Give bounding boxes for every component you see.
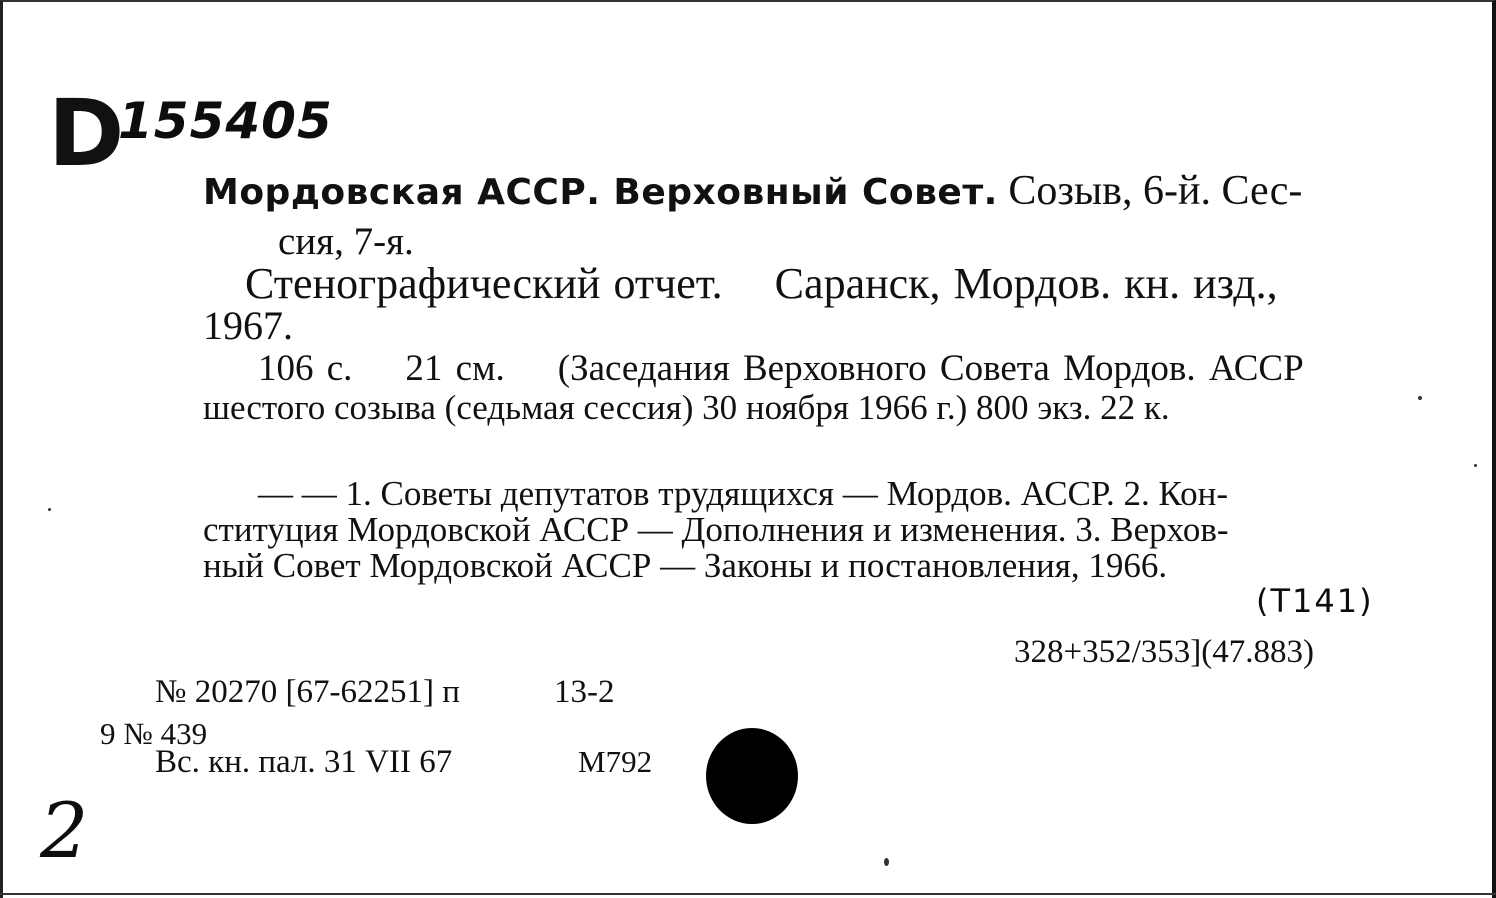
subjects-line3: ный Совет Мордовской АССР — Законы и постановления, 1966.	[203, 546, 1168, 585]
heading-author: Мордовская АССР. Верховный Совет.	[203, 172, 998, 213]
subjects-line1: — — 1. Советы депутатов трудящихся — Мордов. АССР. 2. Кон-	[258, 474, 1228, 513]
registry-sub-number: 9 № 439	[100, 716, 208, 751]
ink-speck	[884, 858, 889, 866]
subjects-line2: ституция Мордовской АССР — Дополнения и изменения. 3. Верхов-	[203, 510, 1229, 549]
registry-chamber-date: Вс. кн. пал. 31 VII 67	[155, 744, 453, 780]
handwritten-code: (Т141)	[1256, 582, 1374, 620]
registry-code-2: М792	[578, 744, 653, 779]
heading-line	[203, 170, 1302, 212]
physical-description-line1: 106 с. 21 см. (Заседания Верховного Совета Мордов. АССР	[258, 348, 1304, 389]
card-punch-hole	[706, 728, 798, 824]
heading-continuation: сия, 7-я.	[278, 220, 414, 263]
classification-index: 328+352/353](47.883)	[1014, 634, 1314, 670]
ink-speck	[1474, 464, 1477, 467]
handwritten-letter: D	[48, 80, 125, 187]
handwritten-mark: 2	[40, 786, 89, 875]
title-imprint-line: Стенографический отчет. Саранск, Мордов. кн. изд.,	[245, 259, 1278, 308]
physical-description-line2: шестого созыва (седьмая сессия) 30 ноября 1966 г.) 800 экз. 22 к.	[203, 388, 1170, 427]
registry-code-1: 13-2	[554, 674, 615, 710]
registry-number: № 20270 [67-62251] п	[155, 674, 460, 710]
ink-speck	[48, 508, 51, 511]
publication-year: 1967.	[203, 303, 293, 348]
card-bottom-edge	[0, 893, 1496, 895]
ink-speck	[1418, 396, 1422, 400]
handwritten-call-number: 155405	[118, 92, 333, 150]
heading-convocation: Созыв, 6-й. Сес-	[1008, 168, 1303, 214]
